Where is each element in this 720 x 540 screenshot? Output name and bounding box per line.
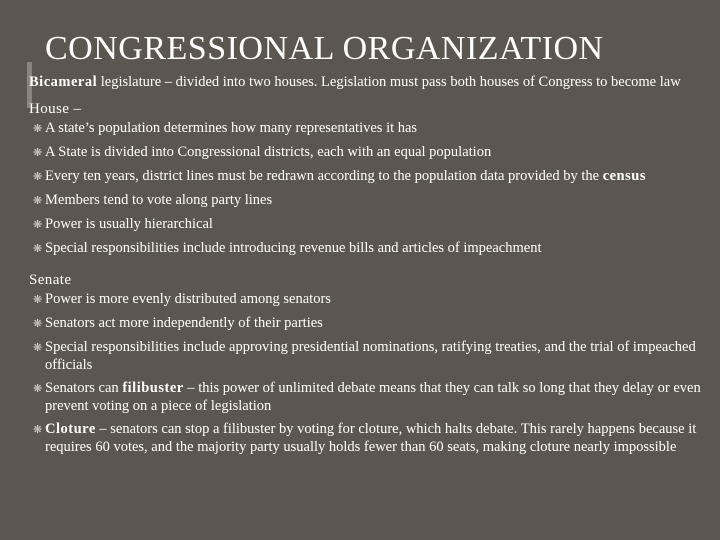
- slide-body: [29, 74, 713, 470]
- house-item: [33, 144, 713, 162]
- senate-item-text: Senators act more independently of their parties: [45, 315, 323, 331]
- bullet-icon: ❋: [33, 243, 43, 255]
- senate-item-text: – senators can stop a filibuster by voting for cloture, which halts debate. This rarely happens because it requires 60 votes, and the majority party usually holds fewer than 60 seats, making cloture nearly impossible: [45, 421, 697, 455]
- house-item: [33, 168, 713, 186]
- senate-item: [33, 339, 713, 374]
- house-item: [33, 216, 713, 234]
- house-item: [33, 192, 713, 210]
- census-term: census: [602, 168, 646, 184]
- house-item-text: A state’s population determines how many representatives it has: [45, 120, 418, 136]
- bullet-icon: ❋: [33, 123, 43, 135]
- slide-title: CONGRESSIONAL ORGANIZATION: [45, 30, 604, 67]
- cloture-term: Cloture: [45, 421, 96, 437]
- house-heading: House –: [29, 101, 82, 117]
- bullet-icon: ❋: [33, 171, 43, 183]
- senate-item-text: Power is more evenly distributed among senators: [45, 291, 331, 307]
- senate-heading: Senate: [29, 272, 72, 288]
- bullet-icon: ❋: [33, 318, 43, 330]
- bullet-icon: ❋: [33, 147, 43, 159]
- house-item-text: A State is divided into Congressional districts, each with an equal population: [45, 144, 492, 160]
- senate-item: [33, 291, 713, 309]
- bullet-icon: ❋: [33, 424, 43, 436]
- house-item-text: Members tend to vote along party lines: [45, 192, 273, 208]
- intro-text: legislature – divided into two houses. Legislation must pass both houses of Congress to become law: [97, 74, 681, 90]
- bullet-icon: ❋: [33, 195, 43, 207]
- filibuster-term: filibuster: [122, 380, 184, 396]
- house-item: [33, 120, 713, 138]
- intro-paragraph: [29, 74, 713, 91]
- bullet-icon: ❋: [33, 219, 43, 231]
- senate-item: [33, 315, 713, 333]
- senate-item-text: Senators can: [45, 380, 123, 396]
- senate-item-text: – this power of unlimited debate means that they can talk so long that they delay or even prevent voting on a piece of legislation: [45, 380, 701, 414]
- senate-item: [33, 380, 713, 415]
- house-item-text: Power is usually hierarchical: [45, 216, 213, 232]
- bullet-icon: ❋: [33, 342, 43, 354]
- bullet-icon: ❋: [33, 294, 43, 306]
- senate-list: [29, 291, 713, 456]
- house-list: [29, 120, 713, 258]
- bicameral-term: Bicameral: [29, 74, 98, 90]
- bullet-icon: ❋: [33, 383, 43, 395]
- house-item-text: Every ten years, district lines must be redrawn according to the population data provided by the: [45, 168, 603, 184]
- house-item-text: Special responsibilities include introducing revenue bills and articles of impeachment: [45, 240, 542, 256]
- senate-item-text: Special responsibilities include approving presidential nominations, ratifying treaties, and the trial of impeached officials: [45, 339, 696, 373]
- house-item: [33, 240, 713, 258]
- senate-item: [33, 421, 713, 456]
